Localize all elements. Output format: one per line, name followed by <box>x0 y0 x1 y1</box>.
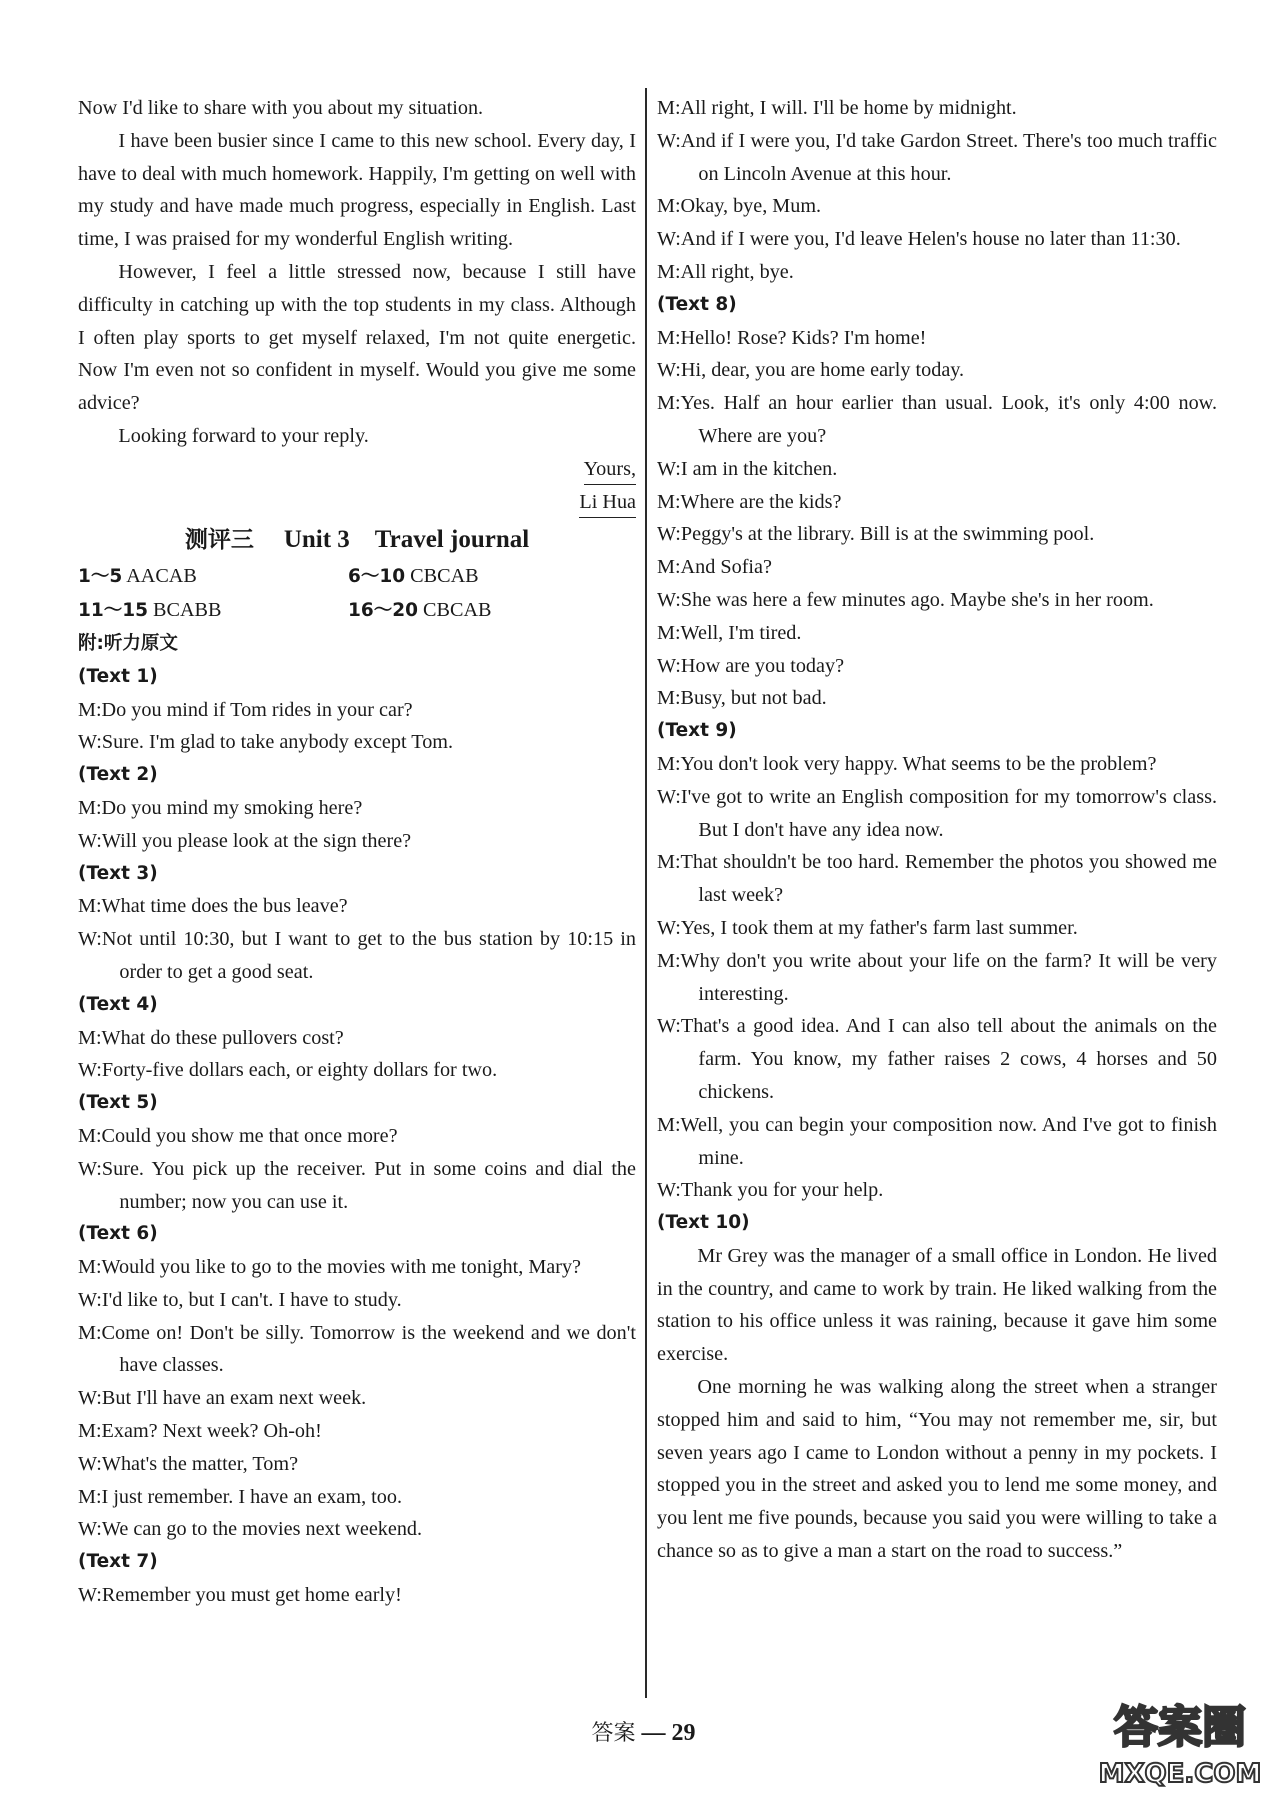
dialogue-line: W:And if I were you, I'd leave Helen's house no later than 11:30. <box>657 228 1181 251</box>
passage-paragraph: Mr Grey was the manager of a small office in London. He lived in the country, and came to work by train. He liked walking from the station to his office unless it was raining, because it gave him some exercise. <box>657 1244 1217 1366</box>
dialogue-line: W:Sure. You pick up the receiver. Put in some coins and dial the number; now you can use it. <box>78 1157 636 1213</box>
letter-signature: Li Hua <box>78 486 636 519</box>
answer-row-2 <box>78 594 636 628</box>
left-column <box>78 92 636 1612</box>
letter-paragraph: Looking forward to your reply. <box>118 424 369 447</box>
page-number: 29 <box>671 1720 696 1746</box>
dialogue-line: W:I am in the kitchen. <box>657 457 838 480</box>
text-label: (Text 7) <box>78 1551 158 1573</box>
text-label: (Text 8) <box>657 293 737 315</box>
dialogue-line: W:That's a good idea. And I can also tell about the animals on the farm. You know, my father raises 2 cows, 4 horses and 50 chickens. <box>657 1015 1217 1103</box>
dialogue-line: W:Peggy's at the library. Bill is at the swimming pool. <box>657 523 1095 546</box>
dialogue-line: W:We can go to the movies next weekend. <box>78 1518 423 1541</box>
letter-paragraph: Now I'd like to share with you about my situation. <box>78 97 484 119</box>
text-label: (Text 4) <box>78 993 158 1015</box>
dialogue-line: W:Will you please look at the sign there? <box>78 829 412 852</box>
text-label: (Text 2) <box>78 764 158 786</box>
appendix-label: 附:听力原文 <box>78 632 178 654</box>
text-label: (Text 3) <box>78 862 158 884</box>
text-label: (Text 1) <box>78 665 158 687</box>
column-divider <box>645 88 647 1698</box>
answer-key: 6～10 CBCAB <box>348 565 479 588</box>
dialogue-line: M:All right, bye. <box>657 260 794 283</box>
watermark-logo <box>1090 1690 1270 1788</box>
dialogue-line: M:Well, you can begin your composition now. And I've got to finish mine. <box>657 1113 1217 1169</box>
dialogue-line: W:Hi, dear, you are home early today. <box>657 359 965 382</box>
answer-row-1 <box>78 560 636 594</box>
dialogue-line: M:Yes. Half an hour earlier than usual. Look, it's only 4:00 now. Where are you? <box>657 392 1217 447</box>
right-column <box>657 92 1217 1568</box>
dialogue-line: M:What time does the bus leave? <box>78 895 348 918</box>
dialogue-line: M:What do these pullovers cost? <box>78 1026 344 1049</box>
dialogue-line: M:Hello! Rose? Kids? I'm home! <box>657 326 927 349</box>
text-label: (Text 6) <box>78 1223 158 1245</box>
dialogue-line: M:Well, I'm tired. <box>657 621 802 644</box>
dialogue-line: M:Would you like to go to the movies with me tonight, Mary? <box>78 1256 582 1279</box>
text-label: (Text 9) <box>657 720 737 742</box>
dialogue-line: M:All right, I will. I'll be home by midnight. <box>657 97 1017 119</box>
dialogue-line: W:But I'll have an exam next week. <box>78 1387 367 1410</box>
text10-passage <box>657 1240 1217 1568</box>
dialogue-line: M:Could you show me that once more? <box>78 1124 398 1147</box>
passage-paragraph: One morning he was walking along the street when a stranger stopped him and said to him, “You may not remember me, sir, but seven years ago I came to London without a penny in my pockets. I stopped you in the street and asked you to lend me some money, and you lent me five pounds, because you said you were willing to take a chance so as to give a man a start on the road to success.” <box>657 1376 1217 1563</box>
text-label: (Text 10) <box>657 1212 750 1234</box>
watermark-bottom: MXQE.COM <box>1098 1759 1262 1788</box>
answer-key: 16～20 CBCAB <box>348 599 492 622</box>
dialogue-line: W:What's the matter, Tom? <box>78 1452 299 1475</box>
dialogue-line: W:And if I were you, I'd take Gardon Street. There's too much traffic on Lincoln Avenue at this hour. <box>657 129 1217 185</box>
dialogue-line: W:Thank you for your help. <box>657 1179 884 1202</box>
unit-heading <box>78 520 636 560</box>
dialogue-line: W:How are you today? <box>657 654 845 677</box>
letter-paragraph: I have been busier since I came to this new school. Every day, I have to deal with much homework. Happily, I'm getting on well with my study and have made much progress, especially in English. Last time, I was praised for my wonderful English writing. <box>78 129 636 251</box>
dialogue-line: M:And Sofia? <box>657 556 772 579</box>
letter-paragraph: However, I feel a little stressed now, because I still have difficulty in catching up with the top students in my class. Although I often play sports to get myself relaxed, I'm not quite energetic. Now I'm even not so confident in myself. Would you give me some advice? <box>78 260 636 415</box>
dialogue-line: M:Okay, bye, Mum. <box>657 195 822 218</box>
dialogue-line: M:Exam? Next week? Oh-oh! <box>78 1420 322 1443</box>
dialogue-line: W:Yes, I took them at my father's farm last summer. <box>657 916 1078 939</box>
dialogue-line: W:She was here a few minutes ago. Maybe she's in her room. <box>657 588 1154 611</box>
dialogue-line: M:That shouldn't be too hard. Remember the photos you showed me last week? <box>657 851 1217 907</box>
dialogue-line: W:Remember you must get home early! <box>78 1584 402 1607</box>
dialogue-line: W:I'd like to, but I can't. I have to study. <box>78 1288 402 1311</box>
dialogue-line: M:Why don't you write about your life on the farm? It will be very interesting. <box>657 949 1217 1005</box>
dialogue-line: M:Busy, but not bad. <box>657 687 827 710</box>
footer-label: 答案 <box>591 1721 636 1746</box>
unit-heading-en: Unit 3 Travel journal <box>283 526 530 554</box>
dialogue-line: M:Where are the kids? <box>657 490 842 513</box>
answer-key: 1～5 AACAB <box>78 565 197 588</box>
unit-heading-cn: 测评三 <box>184 527 254 554</box>
dialogue-line: M:You don't look very happy. What seems to be the problem? <box>657 752 1157 775</box>
dialogue-line: M:I just remember. I have an exam, too. <box>78 1485 403 1508</box>
answer-key: 11～15 BCABB <box>78 599 222 622</box>
watermark-top: 答案圈 <box>1114 1702 1246 1753</box>
dialogue-line: W:Not until 10:30, but I want to get to the bus station by 10:15 in order to get a good seat. <box>78 928 636 983</box>
dialogue-line: W:Forty-five dollars each, or eighty dollars for two. <box>78 1059 498 1082</box>
dialogue-line: M:Do you mind if Tom rides in your car? <box>78 698 413 721</box>
letter-closing: Yours, <box>78 453 636 486</box>
text7-continuation <box>657 92 1217 289</box>
letter-body <box>78 92 636 453</box>
listening-transcripts-left <box>78 661 636 1612</box>
dialogue-line: M:Do you mind my smoking here? <box>78 796 363 819</box>
text-label: (Text 5) <box>78 1092 158 1114</box>
listening-transcripts-right <box>657 289 1217 1207</box>
dialogue-line: M:Come on! Don't be silly. Tomorrow is the weekend and we don't have classes. <box>78 1321 636 1377</box>
footer-dash: — <box>641 1720 666 1746</box>
dialogue-line: W:Sure. I'm glad to take anybody except Tom. <box>78 731 454 754</box>
dialogue-line: W:I've got to write an English composition for my tomorrow's class. But I don't have any idea now. <box>657 785 1217 841</box>
